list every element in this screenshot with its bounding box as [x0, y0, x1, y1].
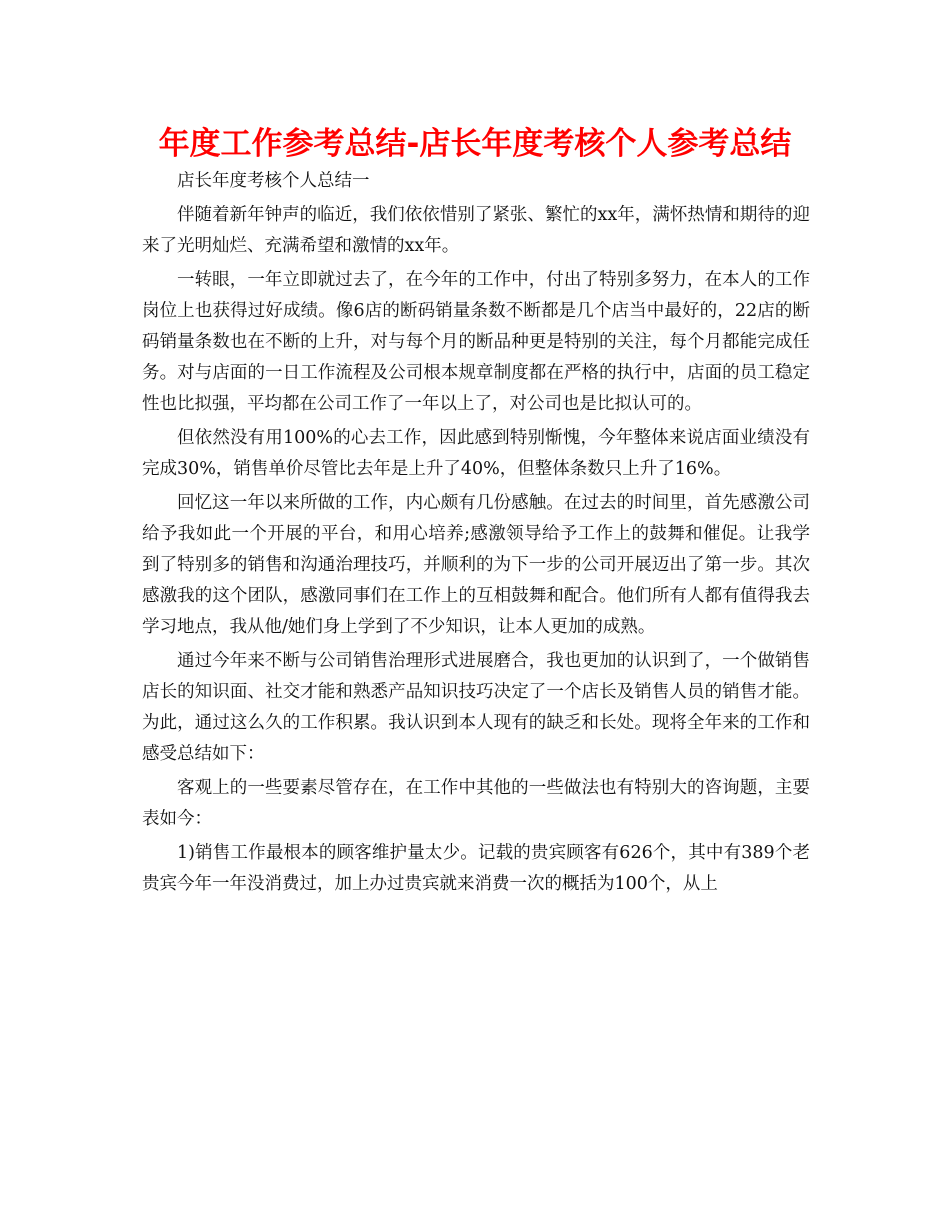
body-paragraph: 但依然没有用100%的心去工作，因此感到特别惭愧，今年整体来说店面业绩没有完成30%，销售单价尽管比去年是上升了40%，但整体条数只上升了16%。: [142, 428, 810, 479]
body-paragraph: 1)销售工作最根本的顾客维护量太少。记载的贵宾顾客有626个，其中有389个老贵宾今年一年没消费过，加上办过贵宾就来消费一次的概括为100个，从上: [142, 843, 810, 894]
body-paragraph: 一转眼，一年立即就过去了，在今年的工作中，付出了特别多努力，在本人的工作岗位上也获得过好成绩。像6店的断码销量条数不断都是几个店当中最好的，22店的断码销量条数也在不断的上升，对与每个月的断品种更是特别的关注，每个月都能完成任务。对与店面的一日工作流程及公司根本规章制度都在严格的执行中，店面的员工稳定性也比拟强，平均都在公司工作了一年以上了，对公司也是比拟认可的。: [142, 270, 810, 414]
document-title: 年度工作参考总结-店长年度考核个人参考总结: [158, 126, 792, 162]
body-paragraph: 回忆这一年以来所做的工作，内心颇有几份感触。在过去的时间里，首先感激公司给予我如此一个开展的平台，和用心培养;感激领导给予工作上的鼓舞和催促。让我学到了特别多的销售和沟通治理技巧，并顺利的为下一步的公司开展迈出了第一步。其次感激我的这个团队，感激同事们在工作上的互相鼓舞和配合。他们所有人都有值得我去学习地点，我从他/她们身上学到了不少知识，让本人更加的成熟。: [142, 493, 810, 637]
body-paragraph: 通过今年来不断与公司销售治理形式进展磨合，我也更加的认识到了，一个做销售店长的知识面、社交才能和熟悉产品知识技巧决定了一个店长及销售人员的销售才能。为此，通过这么久的工作积累。我认识到本人现有的缺乏和长处。现将全年来的工作和感受总结如下：: [142, 651, 810, 764]
body-paragraph: 客观上的一些要素尽管存在，在工作中其他的一些做法也有特别大的咨询题，主要表如今：: [142, 778, 810, 829]
subtitle-paragraph: 店长年度考核个人总结一: [177, 171, 370, 191]
document-body: [142, 166, 810, 903]
body-paragraph: 伴随着新年钟声的临近，我们依依惜别了紧张、繁忙的xx年，满怀热情和期待的迎来了光明灿烂、充满希望和激情的xx年。: [142, 205, 810, 256]
